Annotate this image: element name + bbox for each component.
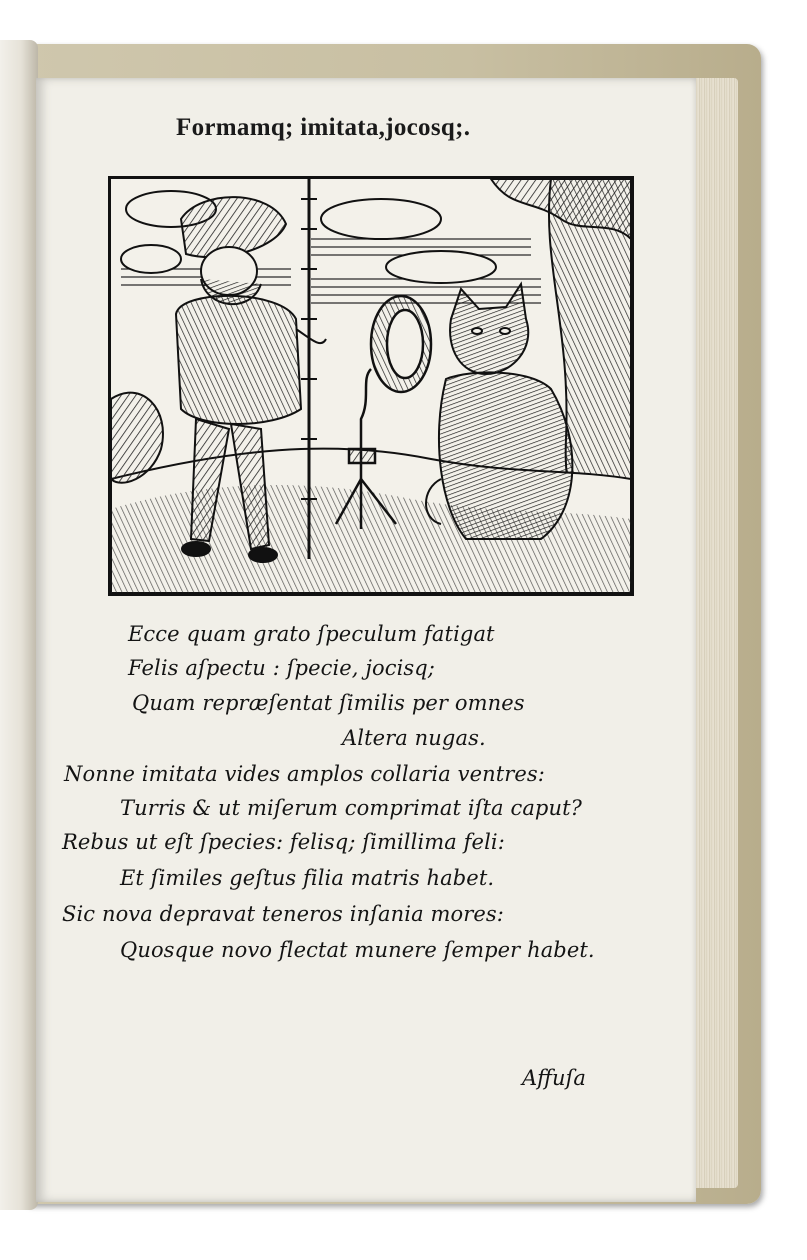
page-edges (690, 78, 738, 1188)
verse-line-8: Et ſimiles geſtus filia matris habet. (120, 866, 495, 890)
verse-line-10: Quosque novo flectat munere ſemper habet. (120, 938, 595, 962)
verse-line-3: Quam repræſentat ſimilis per omnes (132, 691, 525, 715)
page-heading: Formamq; imitata,jocosq;. (176, 114, 471, 141)
verse-line-7: Rebus ut eſt ſpecies: felisq; ſimillima feli: (62, 830, 505, 854)
catchword: Affuſa (522, 1066, 586, 1090)
verse-line-1: Ecce quam grato ſpeculum fatigat (128, 622, 495, 646)
verse-line-2: Felis aſpectu : ſpecie, jocisq; (128, 656, 435, 680)
verse-line-9: Sic nova depravat teneros inſania mores: (62, 902, 504, 926)
book-page (36, 78, 696, 1202)
facing-page-edge (0, 40, 38, 1210)
verse-line-5: Nonne imitata vides amplos collaria ventres: (64, 762, 545, 786)
verse-line-6: Turris & ut miſerum comprimat iſta caput? (120, 796, 582, 820)
verse-block (36, 78, 696, 1202)
verse-line-4: Altera nugas. (342, 726, 486, 750)
